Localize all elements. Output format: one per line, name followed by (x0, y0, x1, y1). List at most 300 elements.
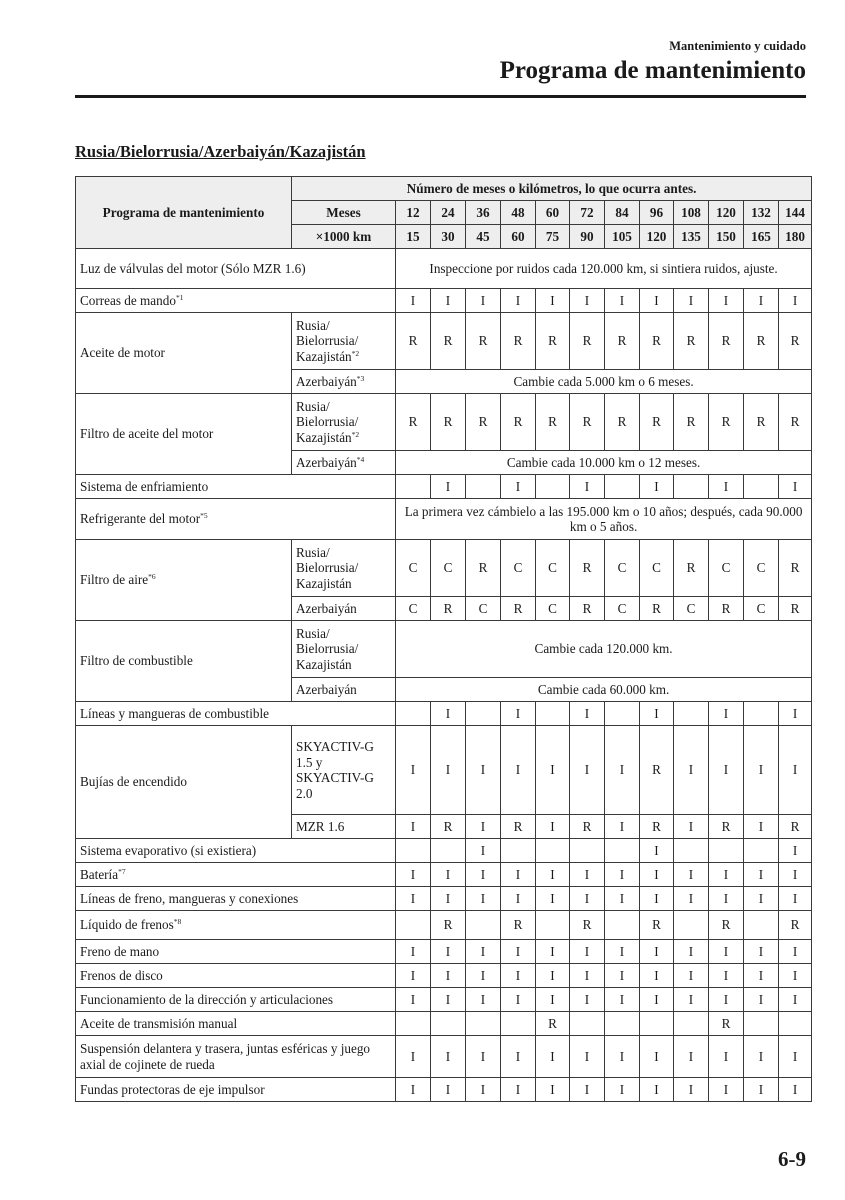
interval-cell: R (605, 394, 640, 451)
interval-cell: R (640, 726, 674, 815)
interval-cell: I (779, 988, 812, 1012)
interval-cell: R (570, 911, 605, 940)
item-label: Bujías de encendido (80, 774, 187, 790)
interval-cell: I (431, 863, 466, 887)
month-header: 96 (640, 201, 674, 225)
item-label: Frenos de disco (80, 967, 163, 983)
item-label: Azerbaiyán (296, 600, 357, 616)
interval-cell: R (570, 815, 605, 839)
interval-text: Cambie cada 120.000 km. (396, 621, 812, 678)
km-header: 15 (396, 225, 431, 249)
header-rule (75, 95, 806, 98)
interval-cell: I (431, 940, 466, 964)
interval-cell: I (570, 702, 605, 726)
interval-cell: I (744, 863, 779, 887)
item-cell (76, 621, 292, 702)
interval-cell: I (570, 475, 605, 499)
interval-cell: R (779, 911, 812, 940)
interval-cell (396, 911, 431, 940)
table-row (76, 289, 812, 313)
item-cell (76, 1078, 396, 1102)
table-row (76, 1012, 812, 1036)
interval-cell: I (466, 887, 501, 911)
km-header: 150 (709, 225, 744, 249)
page-header (75, 38, 806, 86)
interval-cell: I (431, 1078, 466, 1102)
interval-cell (536, 911, 570, 940)
interval-cell (501, 1012, 536, 1036)
interval-cell: R (744, 394, 779, 451)
interval-cell: I (501, 988, 536, 1012)
section-name: Mantenimiento y cuidado (669, 39, 806, 53)
page-number: 6-9 (778, 1147, 806, 1171)
interval-cell (431, 1012, 466, 1036)
interval-cell: C (396, 597, 431, 621)
interval-cell: I (396, 1036, 431, 1078)
interval-cell: R (501, 911, 536, 940)
interval-cell: I (501, 940, 536, 964)
item-cell (76, 394, 292, 475)
sub-item-cell (292, 451, 396, 475)
sub-item-cell (292, 313, 396, 370)
interval-text: La primera vez cámbielo a las 195.000 km o 10 años; después, cada 90.000 km o 5 años. (396, 499, 812, 540)
interval-cell: I (640, 1036, 674, 1078)
table-row (76, 964, 812, 988)
interval-cell: I (501, 887, 536, 911)
interval-cell (466, 911, 501, 940)
interval-cell: R (640, 313, 674, 370)
interval-cell: I (779, 1078, 812, 1102)
interval-cell: I (431, 726, 466, 815)
interval-cell: R (779, 597, 812, 621)
interval-cell: C (605, 540, 640, 597)
item-label: Filtro de combustible (80, 653, 193, 669)
interval-cell: R (431, 597, 466, 621)
interval-cell (674, 475, 709, 499)
interval-cell: I (536, 988, 570, 1012)
interval-cell: R (674, 394, 709, 451)
footnote-marker: *6 (148, 572, 156, 582)
months-label: Meses (292, 201, 396, 225)
interval-cell: I (640, 289, 674, 313)
interval-cell: I (570, 726, 605, 815)
interval-cell: I (744, 289, 779, 313)
interval-cell: I (779, 1036, 812, 1078)
footnote-marker: *3 (356, 373, 365, 383)
item-label: Líquido de frenos (80, 917, 174, 933)
interval-cell: R (466, 313, 501, 370)
interval-cell: I (396, 863, 431, 887)
table-row (76, 702, 812, 726)
km-header: 60 (501, 225, 536, 249)
interval-cell: I (605, 863, 640, 887)
interval-cell: I (779, 887, 812, 911)
interval-cell: R (501, 394, 536, 451)
interval-cell: I (744, 1036, 779, 1078)
interval-cell (536, 702, 570, 726)
table-row (76, 313, 812, 370)
month-header: 72 (570, 201, 605, 225)
table-row (76, 940, 812, 964)
interval-cell: I (640, 1078, 674, 1102)
interval-cell: I (536, 1078, 570, 1102)
sub-item-cell (292, 597, 396, 621)
interval-cell: I (431, 988, 466, 1012)
interval-cell: I (466, 289, 501, 313)
item-label: Correas de mando (80, 292, 176, 308)
interval-cell: I (640, 839, 674, 863)
interval-cell: I (431, 702, 466, 726)
interval-cell: I (431, 887, 466, 911)
interval-cell: R (640, 815, 674, 839)
sub-item-cell (292, 678, 396, 702)
interval-cell: I (536, 964, 570, 988)
interval-cell (396, 839, 431, 863)
interval-cell: C (536, 597, 570, 621)
interval-cell: I (674, 964, 709, 988)
interval-cell: I (501, 289, 536, 313)
interval-cell: I (709, 887, 744, 911)
interval-cell: R (501, 597, 536, 621)
interval-cell (744, 911, 779, 940)
item-cell (76, 940, 396, 964)
interval-cell: I (466, 964, 501, 988)
interval-cell: I (501, 1078, 536, 1102)
interval-cell: I (640, 887, 674, 911)
month-header: 144 (779, 201, 812, 225)
interval-cell: R (431, 394, 466, 451)
interval-cell: I (779, 289, 812, 313)
interval-cell: I (466, 1036, 501, 1078)
km-header: 45 (466, 225, 501, 249)
interval-cell: I (396, 726, 431, 815)
interval-cell: I (779, 964, 812, 988)
interval-cell: I (779, 940, 812, 964)
interval-cell: I (570, 289, 605, 313)
interval-cell: I (396, 988, 431, 1012)
item-label: Fundas protectoras de eje impulsor (80, 1081, 265, 1097)
interval-cell: I (605, 964, 640, 988)
interval-cell: I (431, 289, 466, 313)
interval-cell: R (536, 313, 570, 370)
region-title: Rusia/Bielorrusia/Azerbaiyán/Kazajistán (75, 142, 366, 161)
table-row (76, 621, 812, 678)
item-label: Azerbaiyán (296, 681, 357, 697)
item-cell (76, 540, 292, 621)
interval-cell: R (779, 815, 812, 839)
table-row (76, 1036, 812, 1078)
interval-cell (466, 702, 501, 726)
item-label: Rusia/ Bielorrusia/ Kazajistán (296, 625, 359, 672)
interval-cell: I (709, 702, 744, 726)
interval-cell: I (709, 726, 744, 815)
interval-cell: I (605, 815, 640, 839)
interval-text: Cambie cada 60.000 km. (396, 678, 812, 702)
month-header: 120 (709, 201, 744, 225)
interval-cell: I (744, 940, 779, 964)
interval-cell: R (744, 313, 779, 370)
interval-cell: I (674, 940, 709, 964)
interval-cell: R (640, 597, 674, 621)
km-header: 135 (674, 225, 709, 249)
interval-cell: I (674, 1036, 709, 1078)
interval-cell: R (779, 540, 812, 597)
interval-cell: R (570, 597, 605, 621)
table-row (76, 863, 812, 887)
interval-cell: R (396, 313, 431, 370)
interval-cell: I (605, 1036, 640, 1078)
footnote-marker: *7 (118, 866, 126, 876)
table-row (76, 988, 812, 1012)
interval-cell (779, 1012, 812, 1036)
km-header: 75 (536, 225, 570, 249)
interval-cell: R (709, 597, 744, 621)
interval-cell: I (536, 289, 570, 313)
interval-cell (466, 1012, 501, 1036)
km-label: ×1000 km (292, 225, 396, 249)
item-label: Líneas de freno, mangueras y conexiones (80, 890, 299, 906)
interval-cell: I (674, 289, 709, 313)
km-header: 165 (744, 225, 779, 249)
interval-cell (605, 702, 640, 726)
interval-cell: C (709, 540, 744, 597)
item-label: Filtro de aceite del motor (80, 426, 214, 442)
table-row (76, 1078, 812, 1102)
interval-cell: C (431, 540, 466, 597)
interval-cell: R (709, 1012, 744, 1036)
interval-cell: I (536, 726, 570, 815)
interval-cell: I (501, 863, 536, 887)
table-row (76, 911, 812, 940)
item-cell (76, 964, 396, 988)
table-row (76, 887, 812, 911)
item-cell (76, 1036, 396, 1078)
table-row (76, 540, 812, 597)
item-cell (76, 313, 292, 394)
interval-cell: I (431, 964, 466, 988)
interval-cell (605, 475, 640, 499)
interval-cell: I (674, 1078, 709, 1102)
item-cell (76, 911, 396, 940)
interval-cell (396, 1012, 431, 1036)
item-label: Funcionamiento de la dirección y articulaciones (80, 991, 334, 1007)
table-row (76, 839, 812, 863)
item-cell (76, 988, 396, 1012)
item-cell (76, 289, 396, 313)
table-row (76, 394, 812, 451)
interval-cell: C (501, 540, 536, 597)
interval-cell: I (709, 940, 744, 964)
interval-cell: R (396, 394, 431, 451)
item-label: Rusia/ Bielorrusia/ Kazajistán (296, 317, 359, 364)
interval-cell (570, 839, 605, 863)
interval-cell: C (744, 540, 779, 597)
item-label: Líneas y mangueras de combustible (80, 705, 269, 721)
interval-cell: I (709, 863, 744, 887)
sub-item-cell (292, 621, 396, 678)
item-label: SKYACTIV-G 1.5 y SKYACTIV-G 2.0 (296, 739, 374, 801)
interval-cell: I (536, 815, 570, 839)
interval-cell: R (640, 394, 674, 451)
interval-cell: R (779, 313, 812, 370)
km-header: 180 (779, 225, 812, 249)
interval-cell: I (570, 1036, 605, 1078)
interval-cell (570, 1012, 605, 1036)
interval-cell: R (709, 313, 744, 370)
item-label: Freno de mano (80, 943, 160, 959)
interval-cell: I (605, 1078, 640, 1102)
interval-cell: I (640, 863, 674, 887)
month-header: 12 (396, 201, 431, 225)
sub-item-cell (292, 370, 396, 394)
interval-cell: I (709, 988, 744, 1012)
interval-cell: I (744, 815, 779, 839)
month-header: 48 (501, 201, 536, 225)
interval-cell: I (396, 940, 431, 964)
interval-cell: I (466, 988, 501, 1012)
interval-cell: R (466, 394, 501, 451)
interval-cell: I (501, 475, 536, 499)
interval-cell: I (640, 940, 674, 964)
interval-cell: R (431, 313, 466, 370)
interval-cell: I (709, 475, 744, 499)
interval-cell: I (605, 940, 640, 964)
interval-cell: I (674, 726, 709, 815)
interval-cell: I (570, 1078, 605, 1102)
item-label: Aceite de transmisión manual (80, 1015, 238, 1031)
interval-cell (466, 475, 501, 499)
interval-text: Inspeccione por ruidos cada 120.000 km, si sintiera ruidos, ajuste. (396, 249, 812, 289)
column-header-item: Programa de mantenimiento (76, 177, 292, 249)
interval-cell: I (501, 702, 536, 726)
interval-cell: I (536, 863, 570, 887)
item-cell (76, 839, 396, 863)
interval-cell: I (466, 940, 501, 964)
item-cell (76, 726, 292, 839)
table-row (76, 249, 812, 289)
interval-cell: I (779, 702, 812, 726)
item-label: Batería (80, 866, 119, 882)
interval-cell: I (605, 988, 640, 1012)
interval-cell: R (431, 911, 466, 940)
interval-cell: C (536, 540, 570, 597)
interval-cell: I (466, 839, 501, 863)
footnote-marker: *2 (351, 348, 360, 358)
interval-cell (674, 911, 709, 940)
km-header: 30 (431, 225, 466, 249)
footnote-marker: *1 (175, 292, 184, 302)
interval-cell (744, 1012, 779, 1036)
item-label: Sistema de enfriamiento (80, 478, 209, 494)
interval-cell (674, 1012, 709, 1036)
interval-text: Cambie cada 5.000 km o 6 meses. (396, 370, 812, 394)
interval-cell: I (466, 1078, 501, 1102)
item-cell (76, 887, 396, 911)
interval-cell: I (396, 1078, 431, 1102)
interval-cell: I (501, 964, 536, 988)
interval-cell: I (640, 964, 674, 988)
interval-cell: I (396, 964, 431, 988)
table-row (76, 475, 812, 499)
interval-cell: I (536, 887, 570, 911)
interval-cell (396, 702, 431, 726)
table-row (76, 726, 812, 815)
interval-cell: I (640, 702, 674, 726)
interval-cell: I (501, 726, 536, 815)
interval-cell: R (570, 540, 605, 597)
item-cell (76, 499, 396, 540)
month-header: 84 (605, 201, 640, 225)
item-label: Azerbaiyán (296, 373, 357, 389)
interval-cell: I (744, 1078, 779, 1102)
interval-cell (605, 911, 640, 940)
interval-cell: I (396, 887, 431, 911)
km-header: 90 (570, 225, 605, 249)
item-label: Luz de válvulas del motor (Sólo MZR 1.6) (80, 260, 306, 276)
month-header: 108 (674, 201, 709, 225)
sub-item-cell (292, 726, 396, 815)
interval-cell (536, 475, 570, 499)
interval-cell: I (674, 863, 709, 887)
interval-cell: I (605, 289, 640, 313)
interval-cell: R (709, 394, 744, 451)
month-header: 36 (466, 201, 501, 225)
item-cell (76, 1012, 396, 1036)
interval-cell: I (396, 289, 431, 313)
interval-cell: I (709, 964, 744, 988)
interval-cell: R (536, 1012, 570, 1036)
interval-caption: Número de meses o kilómetros, lo que ocurra antes. (292, 177, 812, 201)
interval-cell: I (674, 988, 709, 1012)
interval-cell: I (570, 863, 605, 887)
interval-cell: I (709, 1036, 744, 1078)
km-header: 105 (605, 225, 640, 249)
item-cell (76, 863, 396, 887)
sub-item-cell (292, 815, 396, 839)
interval-cell: C (674, 597, 709, 621)
interval-cell (744, 839, 779, 863)
item-cell (76, 702, 396, 726)
interval-cell: C (640, 540, 674, 597)
interval-cell: R (709, 911, 744, 940)
item-label: Sistema evaporativo (si existiera) (80, 842, 257, 858)
sub-item-cell (292, 540, 396, 597)
interval-cell: I (744, 726, 779, 815)
interval-cell: R (570, 313, 605, 370)
interval-cell: I (709, 1078, 744, 1102)
interval-cell (674, 839, 709, 863)
interval-cell: I (396, 815, 431, 839)
sub-item-cell (292, 394, 396, 451)
interval-cell (709, 839, 744, 863)
interval-cell: I (431, 475, 466, 499)
interval-cell: R (536, 394, 570, 451)
interval-cell: I (744, 887, 779, 911)
interval-cell: R (779, 394, 812, 451)
interval-cell: I (674, 815, 709, 839)
interval-cell: I (709, 289, 744, 313)
footnote-marker: *8 (173, 917, 182, 927)
interval-cell: I (674, 887, 709, 911)
interval-cell (431, 839, 466, 863)
interval-cell: I (570, 887, 605, 911)
interval-cell: I (640, 988, 674, 1012)
item-cell (76, 475, 396, 499)
interval-cell: I (605, 726, 640, 815)
interval-cell: I (570, 988, 605, 1012)
footnote-marker: *4 (356, 454, 365, 464)
interval-cell: I (570, 964, 605, 988)
